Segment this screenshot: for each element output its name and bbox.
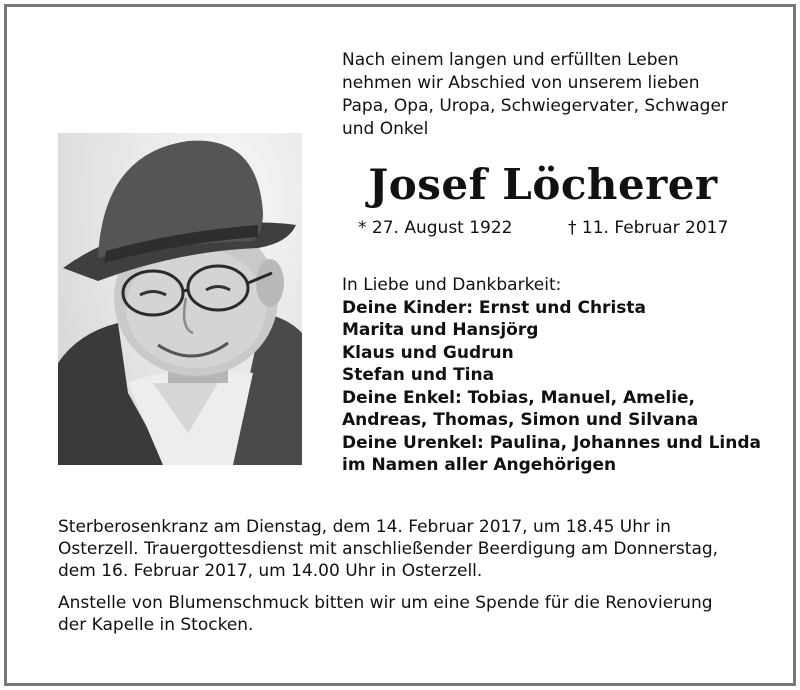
service-line: dem 16. Februar 2017, um 14.00 Uhr in Osterzell.: [58, 561, 483, 581]
intro-line: und Onkel: [342, 119, 429, 139]
mourners-intro: In Liebe und Dankbarkeit:: [342, 275, 562, 295]
donation-line: Anstelle von Blumenschmuck bitten wir um eine Spende für die Renovierung: [58, 593, 713, 613]
intro-text: [342, 49, 728, 141]
mourners-line: Klaus und Gudrun: [342, 342, 514, 363]
mourners-line: im Namen aller Angehörigen: [342, 455, 617, 475]
mourners-line: Deine Urenkel: Paulina, Johannes und Linda: [342, 432, 761, 453]
intro-line: nehmen wir Abschied von unserem lieben: [342, 73, 700, 93]
birth-date: * 27. August 1922: [358, 218, 513, 238]
intro-line: Papa, Opa, Uropa, Schwiegervater, Schwager: [342, 96, 728, 116]
service-line: Sterberosenkranz am Dienstag, dem 14. Februar 2017, um 18.45 Uhr in: [58, 517, 671, 537]
mourners-line: Deine Kinder: Ernst und Christa: [342, 297, 646, 318]
mourners-line: Marita und Hansjörg: [342, 320, 539, 340]
mourners-line: Andreas, Thomas, Simon und Silvana: [342, 410, 699, 430]
donation-line: der Kapelle in Stocken.: [58, 615, 254, 635]
portrait-photo: [58, 133, 302, 465]
intro-line: Nach einem langen und erfüllten Leben: [342, 50, 679, 70]
service-line: Osterzell. Trauergottesdienst mit anschließender Beerdigung am Donnerstag,: [58, 539, 719, 559]
paragraph-gap: [58, 582, 768, 592]
mourners-line: Stefan und Tina: [342, 365, 495, 385]
deceased-name: Josef Löcherer: [368, 160, 718, 209]
service-notice: [58, 516, 768, 636]
death-date: † 11. Februar 2017: [568, 218, 729, 238]
mourners-list: [342, 274, 761, 477]
mourners-line: Deine Enkel: Tobias, Manuel, Amelie,: [342, 387, 696, 408]
